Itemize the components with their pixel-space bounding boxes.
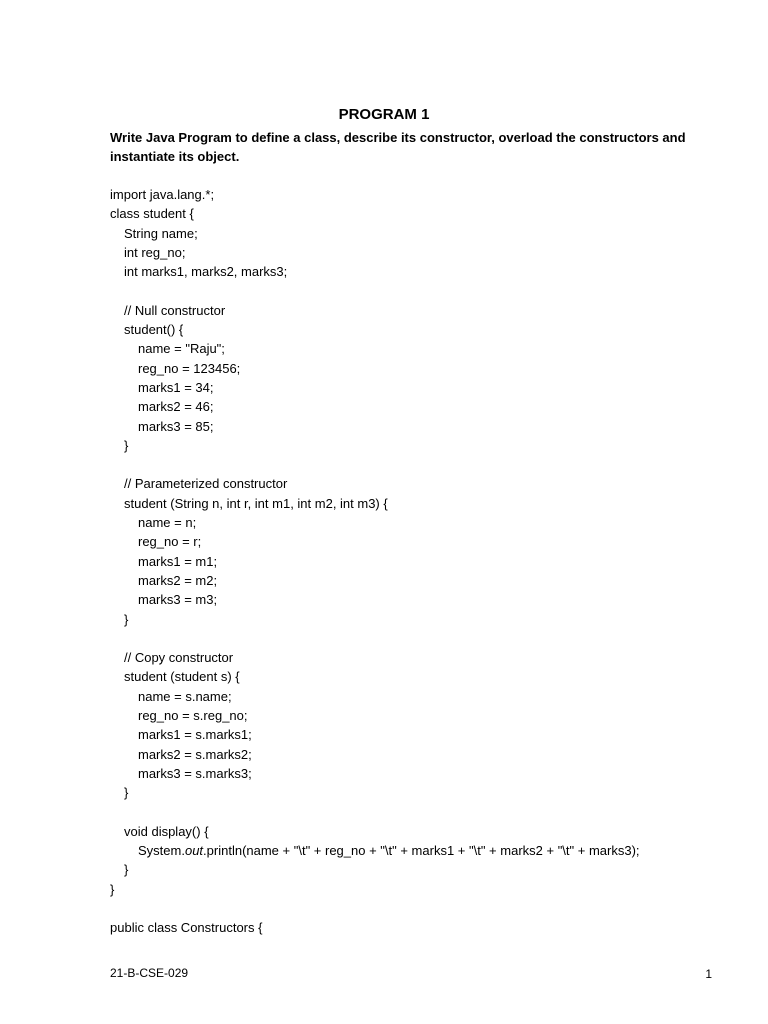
code-line: // Copy constructor (124, 650, 234, 666)
code-line: marks1 = 34; (138, 379, 214, 395)
task-description-line: instantiate its object. (110, 149, 240, 164)
code-line: } (124, 785, 129, 801)
code-line: marks1 = s.marks1; (138, 727, 252, 743)
code-line: marks3 = m3; (138, 592, 218, 608)
code-line (110, 803, 750, 822)
code-line (110, 629, 750, 648)
code-text: .println(name + "\t" + reg_no + "\t" + marks1 + "\t" + marks2 + "\t" + marks3); (203, 843, 640, 859)
code-line: import java.lang.*; (110, 187, 215, 202)
code-line (110, 899, 750, 918)
code-line (110, 841, 750, 860)
code-line: marks2 = m2; (138, 572, 218, 588)
code-line: student (String n, int r, int m1, int m2, int m3) { (124, 495, 388, 511)
code-line: student() { (124, 322, 184, 338)
code-line: // Parameterized constructor (124, 476, 288, 492)
code-line: // Null constructor (124, 302, 226, 318)
code-line: marks2 = 46; (138, 399, 214, 415)
code-line: marks3 = 85; (138, 418, 214, 434)
code-line: } (124, 437, 129, 453)
code-line: int marks1, marks2, marks3; (124, 264, 288, 280)
code-line: } (110, 881, 115, 897)
code-line (110, 281, 750, 300)
code-block (110, 185, 750, 938)
code-line: name = "Raju"; (138, 341, 225, 357)
code-line (110, 455, 750, 474)
code-line: marks3 = s.marks3; (138, 765, 252, 781)
footer-roll-number: 21-B-CSE-029 (110, 966, 189, 980)
task-description (110, 128, 710, 166)
code-line: public class Constructors { (110, 920, 263, 936)
code-line: student (student s) { (124, 669, 240, 685)
code-line: } (124, 862, 129, 878)
page-title: PROGRAM 1 (338, 106, 430, 123)
code-line: class student { (110, 206, 194, 222)
task-description-line: Write Java Program to define a class, describe its constructor, overload the constructors and (110, 130, 686, 145)
code-line: reg_no = r; (138, 534, 202, 550)
code-text-italic: out (184, 843, 204, 859)
code-line: reg_no = 123456; (138, 360, 241, 376)
code-line: void display() { (124, 823, 209, 839)
code-line: marks1 = m1; (138, 553, 218, 569)
code-line: int reg_no; (124, 244, 186, 260)
code-text: System. (138, 843, 185, 859)
footer-page-number: 1 (705, 967, 712, 981)
code-line: marks2 = s.marks2; (138, 746, 252, 762)
code-line: name = n; (138, 515, 197, 531)
code-line: reg_no = s.reg_no; (138, 708, 248, 724)
code-line: } (124, 611, 129, 627)
code-line: String name; (124, 225, 198, 241)
code-line: name = s.name; (138, 688, 232, 704)
